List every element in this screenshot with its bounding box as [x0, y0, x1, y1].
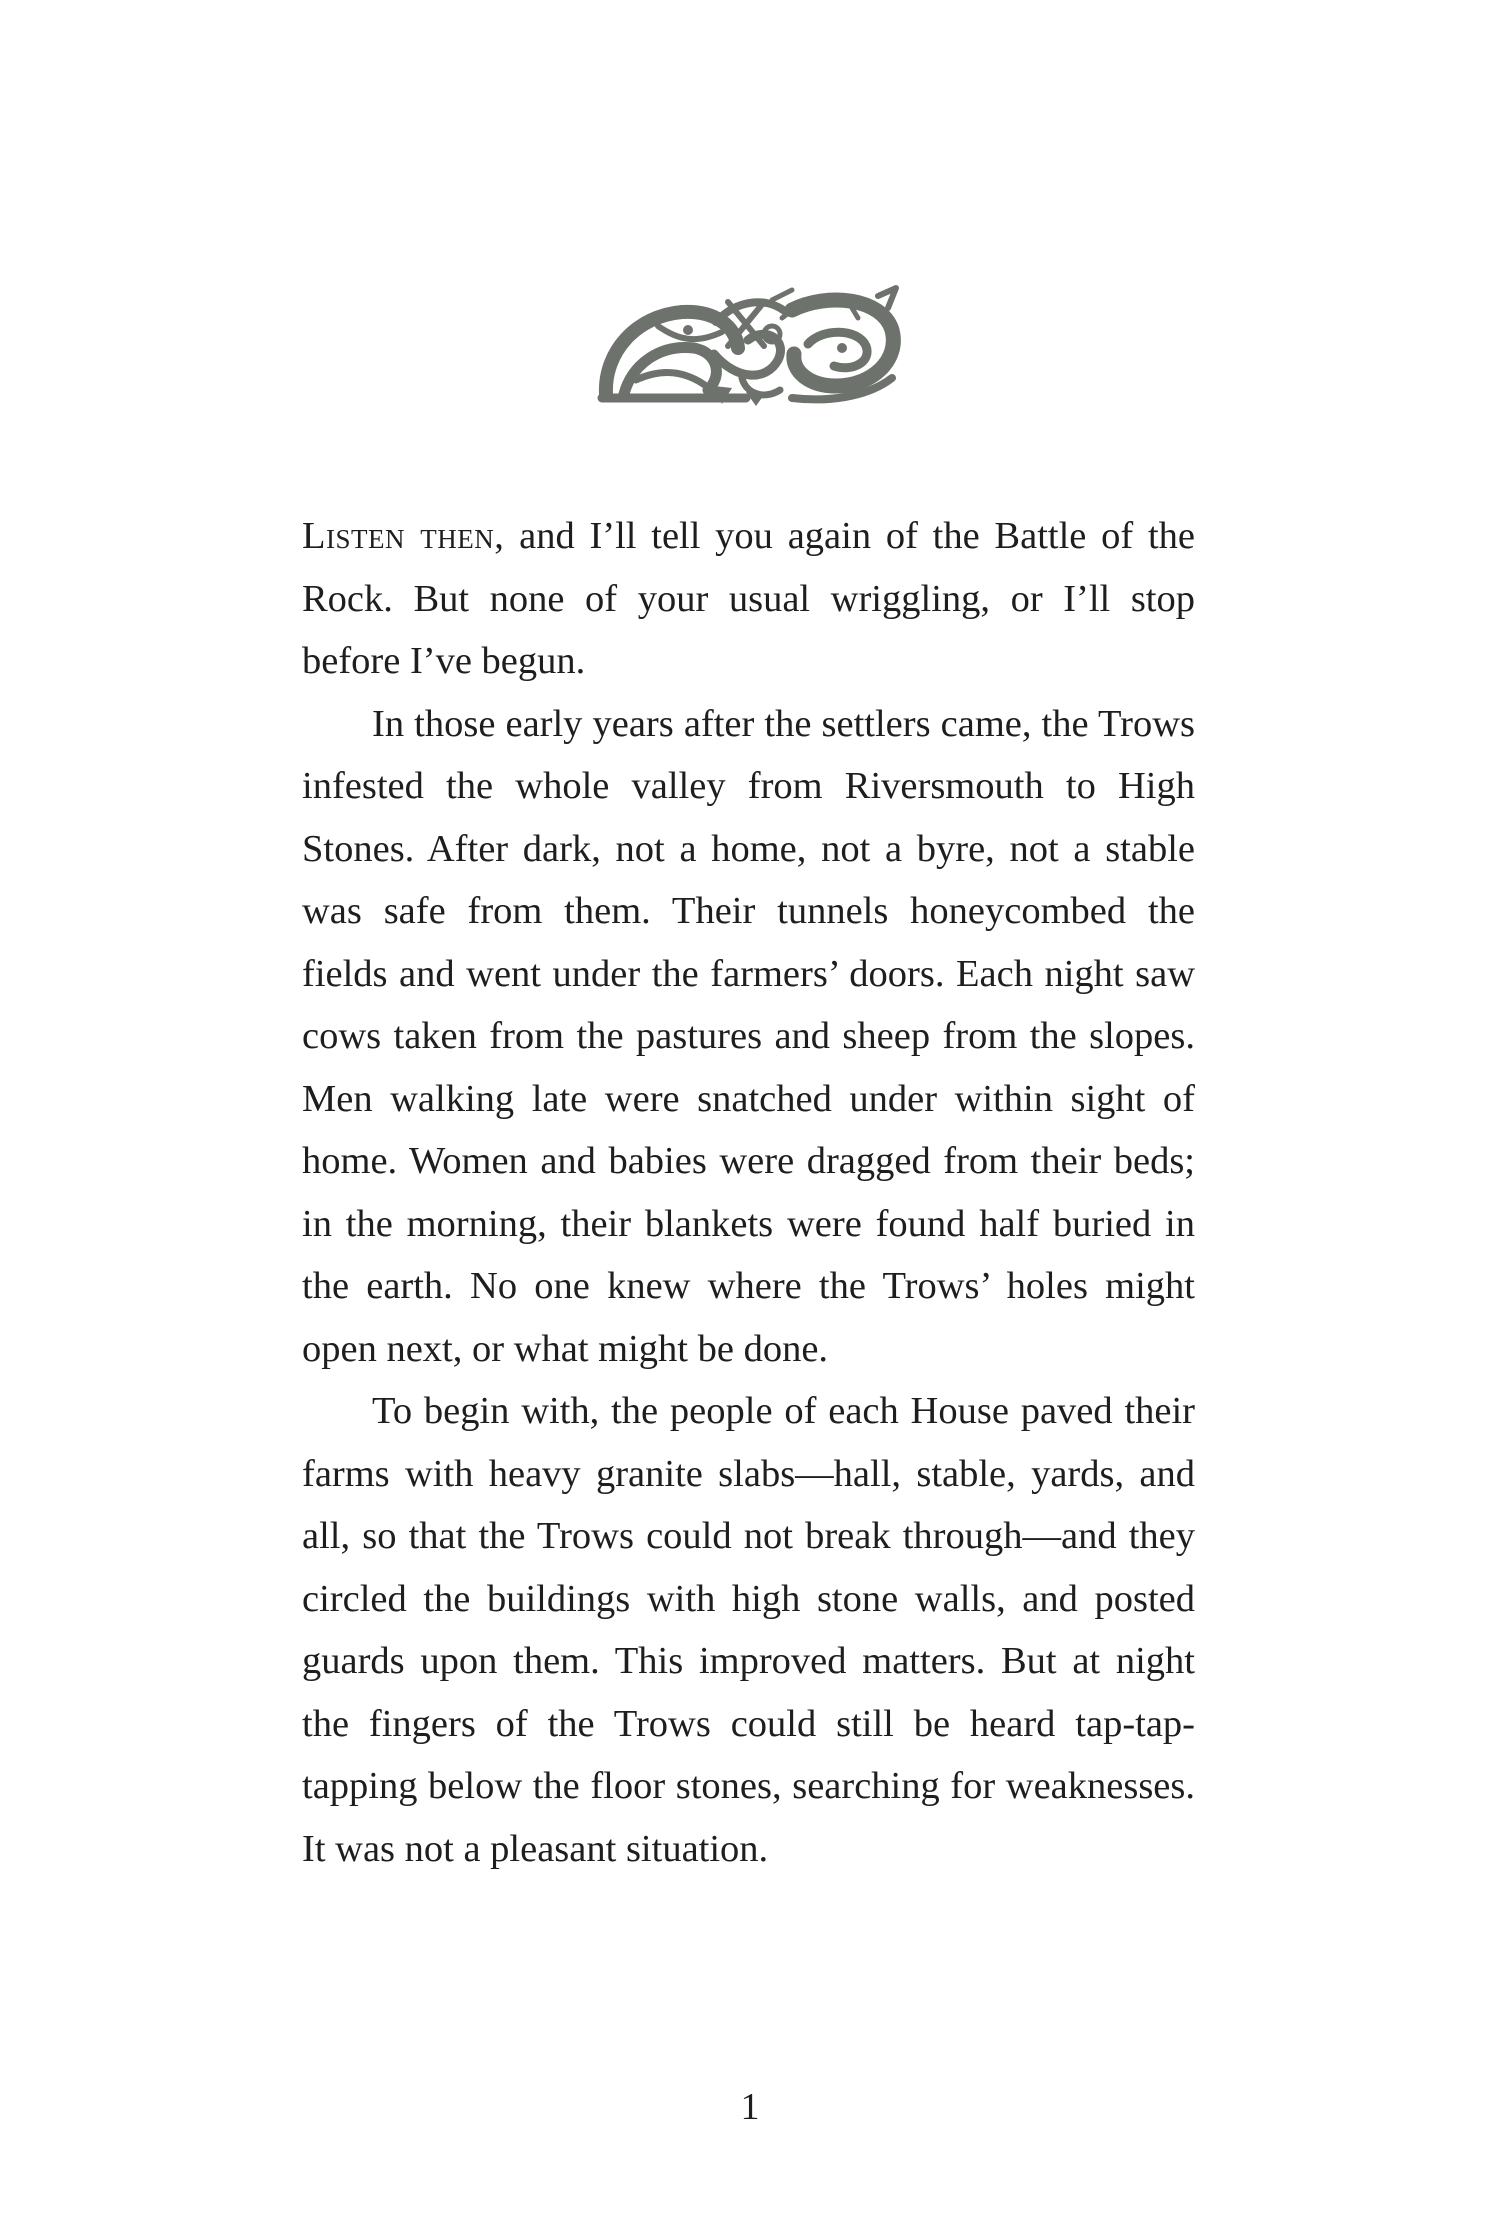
paragraph-1-text: and I’ll tell you again of the Battle of the Rock. But none of your usual wriggling, or I’ll stop before I’ve begun. [302, 515, 1195, 682]
opening-small-caps: Listen then, [302, 515, 505, 557]
celtic-knot-ornament-icon [596, 282, 906, 408]
paragraph-2: In those early years after the settlers came, the Trows infested the whole valley from Riversmouth to High Stones. After dark, not a home, not a byre, not a stable was safe from them. Their tunnels honeycombed the fields and went under the farmers’ doors. Each night saw cows taken from the pastures and sheep from the slopes. Men walking late were snatched under within sight of home. Women and babies were dragged from their beds; in the morning, their blankets were found half buried in the earth. No one knew where the Trows’ holes might open next, or what might be done. [302, 702, 1195, 1370]
paragraph-1 [302, 505, 1195, 693]
body-text [302, 505, 1195, 1880]
page-number: 1 [740, 2086, 760, 2128]
paragraph-3: To begin with, the people of each House paved their farms with heavy granite slabs—hall, stable, yards, and all, so that the Trows could not break through—and they circled the buildings with high stone walls, and posted guards upon them. This improved matters. But at night the fingers of the Trows could still be heard tap-tap-tapping below the floor stones, searching for weaknesses. It was not a pleasant situation. [302, 1390, 1195, 1870]
